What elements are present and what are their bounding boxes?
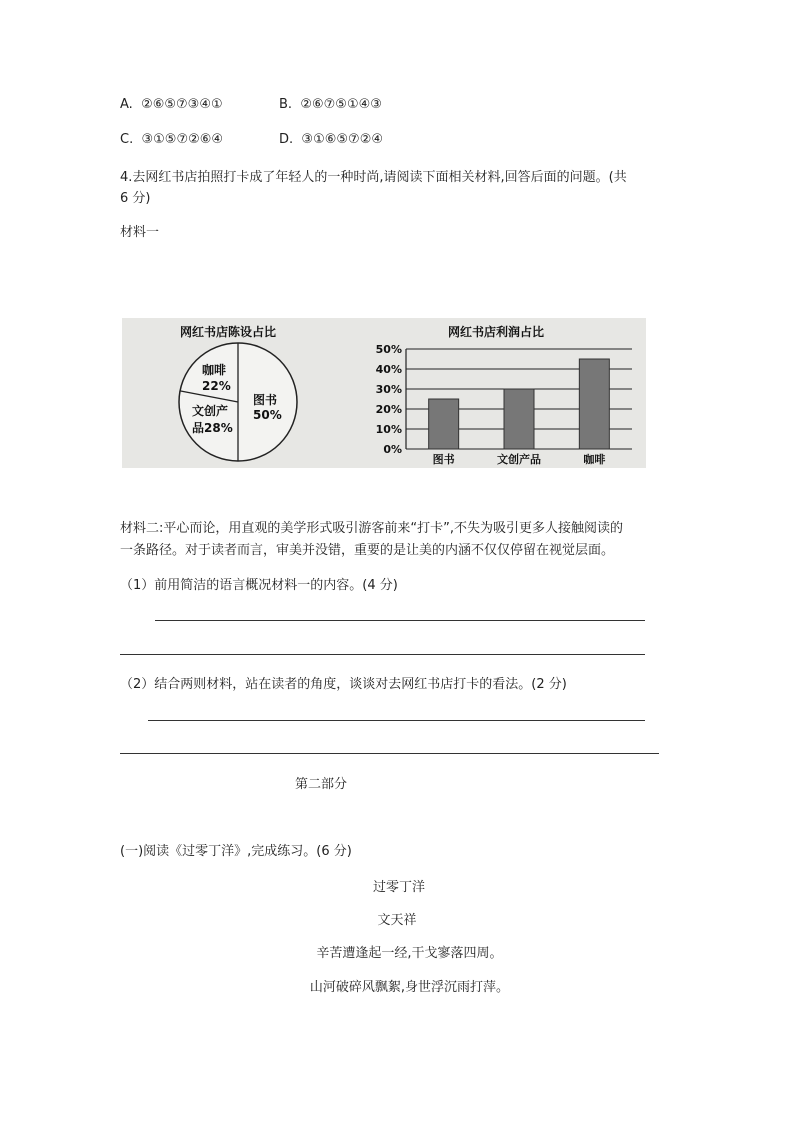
bar-category-label: 文创产品 <box>497 453 541 466</box>
poem-line-1: 辛苦遭逢起一经,干戈寥落四周。 <box>316 946 503 961</box>
bar-1 <box>429 399 459 449</box>
bar-title: 网红书店利润占比 <box>448 325 545 339</box>
pie-chart <box>179 343 297 461</box>
option-label: D. <box>279 132 294 147</box>
bar-chart <box>376 343 632 466</box>
question-4-line2: 6 分) <box>120 191 151 206</box>
pie-slice-value-coffee: 22% <box>202 379 231 393</box>
question-4-line1: 4.去网红书店拍照打卡成了年轻人的一种时尚,请阅读下面相关材料,回答后面的问题。(共 <box>120 170 627 185</box>
option-c <box>120 132 223 147</box>
poem-line-2: 山河破碎风飘絮,身世浮沉雨打萍。 <box>309 980 510 995</box>
sub-question-1: （1）前用简洁的语言概况材料一的内容。(4 分) <box>120 578 398 593</box>
sub-question-2: （2）结合两则材料，站在读者的角度，谈谈对去网红书店打卡的看法。(2 分) <box>120 677 567 692</box>
option-value: ③①⑤⑦②⑥④ <box>141 132 224 147</box>
part-2-title: 第二部分 <box>295 777 348 792</box>
bar-y-tick-label: 30% <box>375 383 402 396</box>
material-1-label: 材料一 <box>120 225 160 240</box>
pie-slice-label-crafts: 文创产 <box>192 404 229 418</box>
bar-y-tick-label: 40% <box>375 363 402 376</box>
answer-line[interactable] <box>148 720 645 721</box>
option-label: B. <box>279 97 293 112</box>
option-value: ③①⑥⑤⑦②④ <box>301 132 384 147</box>
option-value: ②⑥⑤⑦③④① <box>141 97 223 112</box>
material-1-figure <box>122 318 646 468</box>
option-d <box>279 132 383 147</box>
option-label: A. <box>120 97 133 112</box>
bar-3 <box>579 359 609 449</box>
poem-section-intro: (一)阅读《过零丁洋》,完成练习。(6 分) <box>120 844 352 859</box>
bar-category-label: 咖啡 <box>583 453 606 466</box>
bar-y-tick-label: 50% <box>375 343 402 356</box>
option-label: C. <box>120 132 134 147</box>
bar-y-tick-label: 0% <box>383 443 402 456</box>
option-a <box>120 97 223 112</box>
bar-y-tick-label: 10% <box>375 423 402 436</box>
poem-title: 过零丁洋 <box>372 880 425 895</box>
material-2-line2: 一条路径。对于读者而言，审美并没错，重要的是让美的内涵不仅仅停留在视觉层面。 <box>120 543 615 558</box>
option-b <box>279 97 382 112</box>
bar-y-tick-label: 20% <box>375 403 402 416</box>
pie-slice-label-coffee: 咖啡 <box>202 363 227 377</box>
bar-2 <box>504 389 534 449</box>
pie-slice-value-crafts: 品28% <box>192 421 233 435</box>
pie-slice-value-books: 50% <box>253 408 282 422</box>
material-2-line1: 材料二:平心而论，用直观的美学形式吸引游客前来“打卡”,不失为吸引更多人接触阅读的 <box>120 521 623 536</box>
poem-author: 文天祥 <box>377 913 417 928</box>
option-value: ②⑥⑦⑤①④③ <box>300 97 382 112</box>
answer-line[interactable] <box>120 654 645 655</box>
pie-slice-label-books: 图书 <box>253 393 278 407</box>
pie-title: 网红书店陈设占比 <box>180 325 277 339</box>
charts-svg <box>122 318 646 468</box>
bar-category-label: 图书 <box>432 453 455 466</box>
answer-line[interactable] <box>120 753 659 754</box>
answer-line[interactable] <box>155 620 645 621</box>
